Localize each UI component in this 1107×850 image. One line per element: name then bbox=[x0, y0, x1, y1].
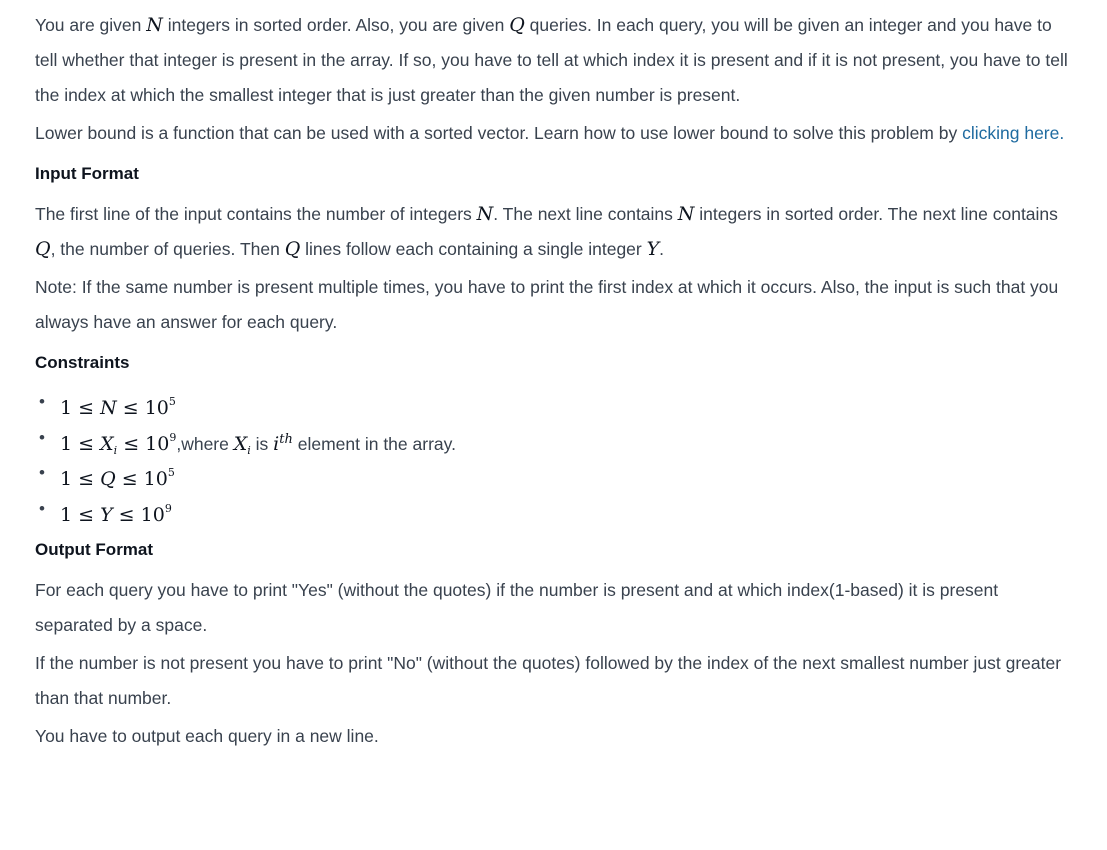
constraints-heading: Constraints bbox=[35, 353, 130, 372]
constraint-item: • $1 \le Q \le 10^5$ bbox=[35, 455, 1075, 491]
constraint-item: • $1 \le X_i$ ≤ $10^9,where$ $X_i$ is $i^{th}$ element in the array. bbox=[35, 420, 1075, 456]
intro-paragraph: You are given N integers in sorted order. Also, you are given Q queries. In each query, you will be given an integer and you have to tell whether that integer is present in the array. If so, you have to tell at which index it is present and if it is not present, you have to tell the index at which the smallest integer that is just greater than the given number is present. bbox=[35, 14, 1068, 105]
constraint-item: • $1 \le N \le 10^5$ bbox=[35, 384, 1075, 420]
output-format-paragraph-2: If the number is not present you have to print "No" (without the quotes) followed by the index of the next smallest number just greater than that number. bbox=[35, 653, 1062, 708]
clicking-here-link[interactable]: clicking here. bbox=[962, 123, 1065, 143]
note-paragraph: Note: If the same number is present multiple times, you have to print the first index at which it occurs. Also, the input is such that you always have an answer for each query. bbox=[35, 277, 1059, 332]
constraint-item: • $1 \le Y \le 10^9$ bbox=[35, 491, 1075, 527]
math-var-q: Q bbox=[509, 14, 525, 36]
problem-statement bbox=[35, 8, 1075, 757]
math-var-n: N bbox=[146, 14, 163, 36]
lower-bound-paragraph: Lower bound is a function that can be used with a sorted vector. Learn how to use lower bound to solve this problem by clicking here. bbox=[35, 123, 1065, 143]
constraints-list bbox=[35, 384, 1075, 526]
input-format-paragraph: The first line of the input contains the number of integers N. The next line contains N integers in sorted order. The next line contains Q, the number of queries. Then Q lines follow each containing a single integer Y. bbox=[35, 203, 1058, 260]
output-format-paragraph-3: You have to output each query in a new line. bbox=[35, 726, 379, 746]
output-format-heading: Output Format bbox=[35, 540, 154, 559]
input-format-heading: Input Format bbox=[35, 164, 139, 183]
output-format-paragraph-1: For each query you have to print "Yes" (without the quotes) if the number is present and at which index(1-based) it is present separated by a space. bbox=[35, 580, 999, 635]
